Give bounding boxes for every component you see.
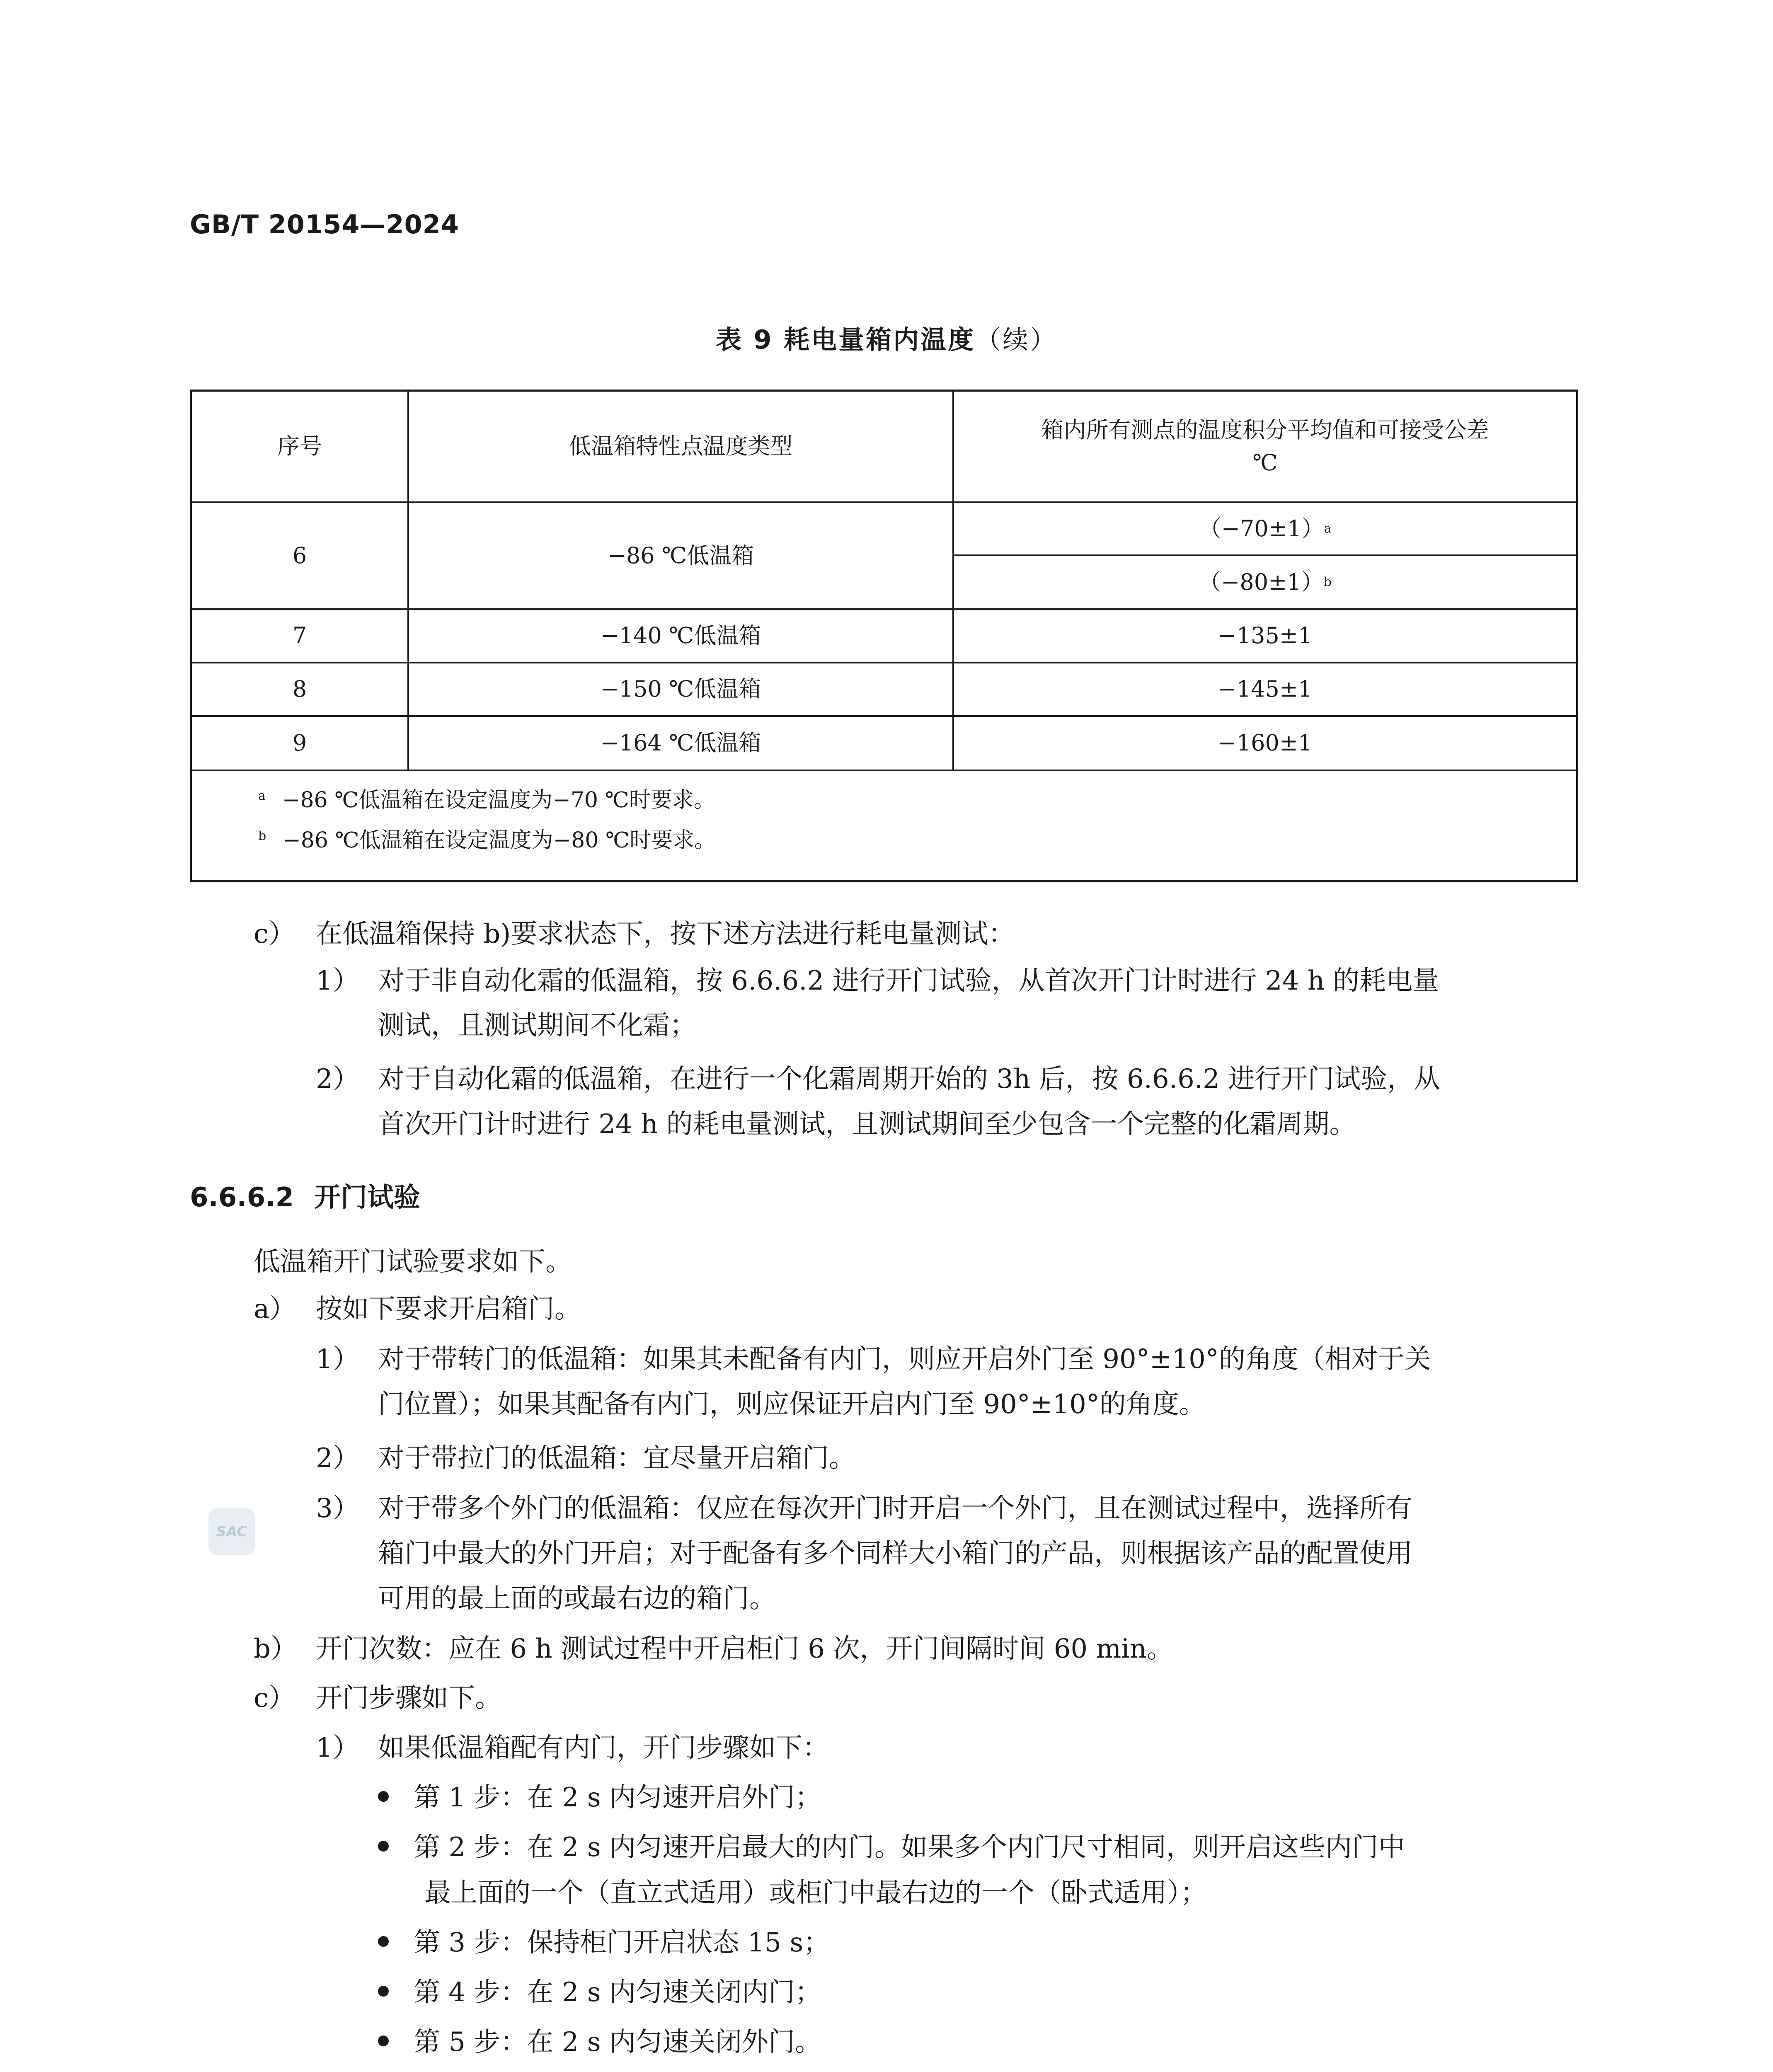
list-label: 2） — [316, 1443, 359, 1474]
table-rule — [192, 770, 1576, 771]
row-7-value: −135±1 — [1218, 622, 1313, 649]
table-title-text: 表 9 耗电量箱内温度 — [715, 324, 976, 355]
row-6-no: 6 — [292, 542, 307, 569]
list-label: a） — [254, 1294, 296, 1324]
list-label: 1） — [316, 966, 359, 996]
list-text: 在低温箱保持 b)要求状态下，按下述方法进行耗电量测试： — [316, 919, 1015, 949]
list-text: 开门次数：应在 6 h 测试过程中开启柜门 6 次，开门间隔时间 60 min。 — [316, 1634, 1173, 1664]
step-text: 第 3 步：保持柜门开启状态 15 s； — [414, 1927, 830, 1958]
list-text: 按如下要求开启箱门。 — [316, 1294, 581, 1324]
list-item-a-2 — [316, 1445, 855, 1472]
intro-paragraph: 低温箱开门试验要求如下。 — [254, 1247, 572, 1277]
list-label: c） — [254, 919, 295, 949]
row-6-type: −86 ℃低温箱 — [607, 542, 754, 569]
row-7-no: 7 — [292, 622, 307, 649]
step-item-cont: 最上面的一个（直立式适用）或柜门中最右边的一个（卧式适用）； — [424, 1878, 1207, 1908]
row-6-value-b-text: （−80±1） — [1199, 569, 1324, 595]
list-text: 对于非自动化霜的低温箱，按 6.6.6.2 进行开门试验，从首次开门计时进行 24 h 的耗电量 — [378, 966, 1439, 996]
list-item-a-1-cont: 门位置）；如果其配备有内门，则应保证开启内门至 90°±10°的角度。 — [378, 1389, 1206, 1420]
row-6-value-a — [954, 503, 1576, 554]
temperature-table — [190, 390, 1578, 882]
list-item-c-1-cont: 测试，且测试期间不化霜； — [378, 1010, 696, 1041]
row-9-type: −164 ℃低温箱 — [600, 730, 761, 756]
step-item — [378, 2029, 821, 2055]
list-label: b） — [254, 1634, 297, 1664]
list-item-a-3-cont: 可用的最上面的或最右边的箱门。 — [378, 1583, 776, 1614]
list-label: 1） — [316, 1733, 359, 1763]
table-title — [0, 319, 1773, 356]
list-item-c-1 — [316, 968, 1439, 994]
list-item-a — [254, 1296, 581, 1322]
row-6-value-a-text: （−70±1） — [1199, 515, 1324, 542]
step-item — [378, 1834, 1405, 1861]
list-item-a-3 — [316, 1495, 1412, 1522]
list-label: 2） — [316, 1064, 359, 1094]
list-item-c-2-cont: 首次开门计时进行 24 h 的耗电量测试，且测试期间至少包含一个完整的化霜周期。 — [378, 1109, 1356, 1140]
table-note-mark: b — [258, 828, 266, 843]
table-note-b — [258, 830, 716, 851]
col-header-value-text: 箱内所有测点的温度积分平均值和可接受公差 — [1041, 417, 1489, 443]
section-number: 6.6.6.2 — [190, 1182, 294, 1213]
row-9-no: 9 — [292, 730, 307, 756]
step-text: 第 4 步：在 2 s 内匀速关闭内门； — [414, 1977, 821, 2008]
section-heading-6662 — [190, 1184, 420, 1211]
section-title: 开门试验 — [314, 1182, 420, 1213]
row-6-value-b — [954, 556, 1576, 608]
step-item — [378, 1929, 830, 1956]
list-text: 如果低温箱配有内门，开门步骤如下： — [378, 1733, 829, 1763]
list-item-steps-1 — [316, 1735, 829, 1761]
list-label: c） — [254, 1683, 295, 1714]
row-8-no: 8 — [292, 676, 307, 702]
bullet-icon — [378, 1791, 389, 1802]
list-item-b — [254, 1636, 1173, 1662]
bullet-icon — [378, 1936, 389, 1947]
table-note-mark: a — [258, 788, 266, 803]
list-item-a-1 — [316, 1344, 1431, 1375]
bullet-icon — [378, 1986, 389, 1997]
step-item — [378, 1979, 821, 2006]
footnote-mark-a: a — [1324, 521, 1332, 536]
list-item-c — [254, 921, 1015, 947]
table-note-a — [258, 789, 715, 811]
row-7-type: −140 ℃低温箱 — [600, 622, 761, 649]
row-8-type: −150 ℃低温箱 — [600, 676, 761, 702]
list-text: 对于带多个外门的低温箱：仅应在每次开门时开启一个外门，且在测试过程中，选择所有 — [378, 1493, 1412, 1524]
table-note-text: −86 ℃低温箱在设定温度为−70 ℃时要求。 — [282, 788, 715, 813]
bullet-icon — [378, 2036, 389, 2046]
col-header-unit: ℃ — [1252, 449, 1278, 476]
step-text: 第 2 步：在 2 s 内匀速开启最大的内门。如果多个内门尺寸相同，则开启这些内门中 — [414, 1832, 1405, 1863]
list-label: 3） — [316, 1493, 359, 1524]
list-text: 开门步骤如下。 — [316, 1683, 501, 1714]
footnote-mark-b: b — [1323, 575, 1332, 590]
col-header-no: 序号 — [277, 433, 322, 460]
col-header-value — [954, 392, 1576, 501]
step-text: 第 1 步：在 2 s 内匀速开启外门； — [414, 1782, 821, 1813]
row-8-value: −145±1 — [1218, 676, 1313, 702]
row-9-value: −160±1 — [1218, 730, 1313, 756]
list-text: 对于自动化霜的低温箱，在进行一个化霜周期开始的 3h 后，按 6.6.6.2 进行开门试验，从 — [378, 1064, 1441, 1094]
bullet-icon — [378, 1841, 389, 1852]
table-title-continued: （续） — [975, 324, 1058, 355]
sac-watermark-logo: SAC — [208, 1508, 255, 1555]
standard-id: GB/T 20154—2024 — [190, 209, 459, 240]
list-item-a-3-cont: 箱门中最大的外门开启；对于配备有多个同样大小箱门的产品，则根据该产品的配置使用 — [378, 1538, 1412, 1569]
step-text: 第 5 步：在 2 s 内匀速关闭外门。 — [414, 2027, 821, 2057]
col-header-type: 低温箱特性点温度类型 — [569, 433, 793, 460]
list-label: 1） — [316, 1344, 359, 1375]
table-note-text: −86 ℃低温箱在设定温度为−80 ℃时要求。 — [283, 828, 716, 853]
step-item — [378, 1784, 821, 1811]
list-text: 对于带转门的低温箱：如果其未配备有内门，则应开启外门至 90°±10°的角度（相对于关 — [378, 1344, 1431, 1375]
list-item-c-steps — [254, 1683, 501, 1714]
list-text: 对于带拉门的低温箱：宜尽量开启箱门。 — [378, 1443, 855, 1474]
list-item-c-2 — [316, 1066, 1440, 1092]
